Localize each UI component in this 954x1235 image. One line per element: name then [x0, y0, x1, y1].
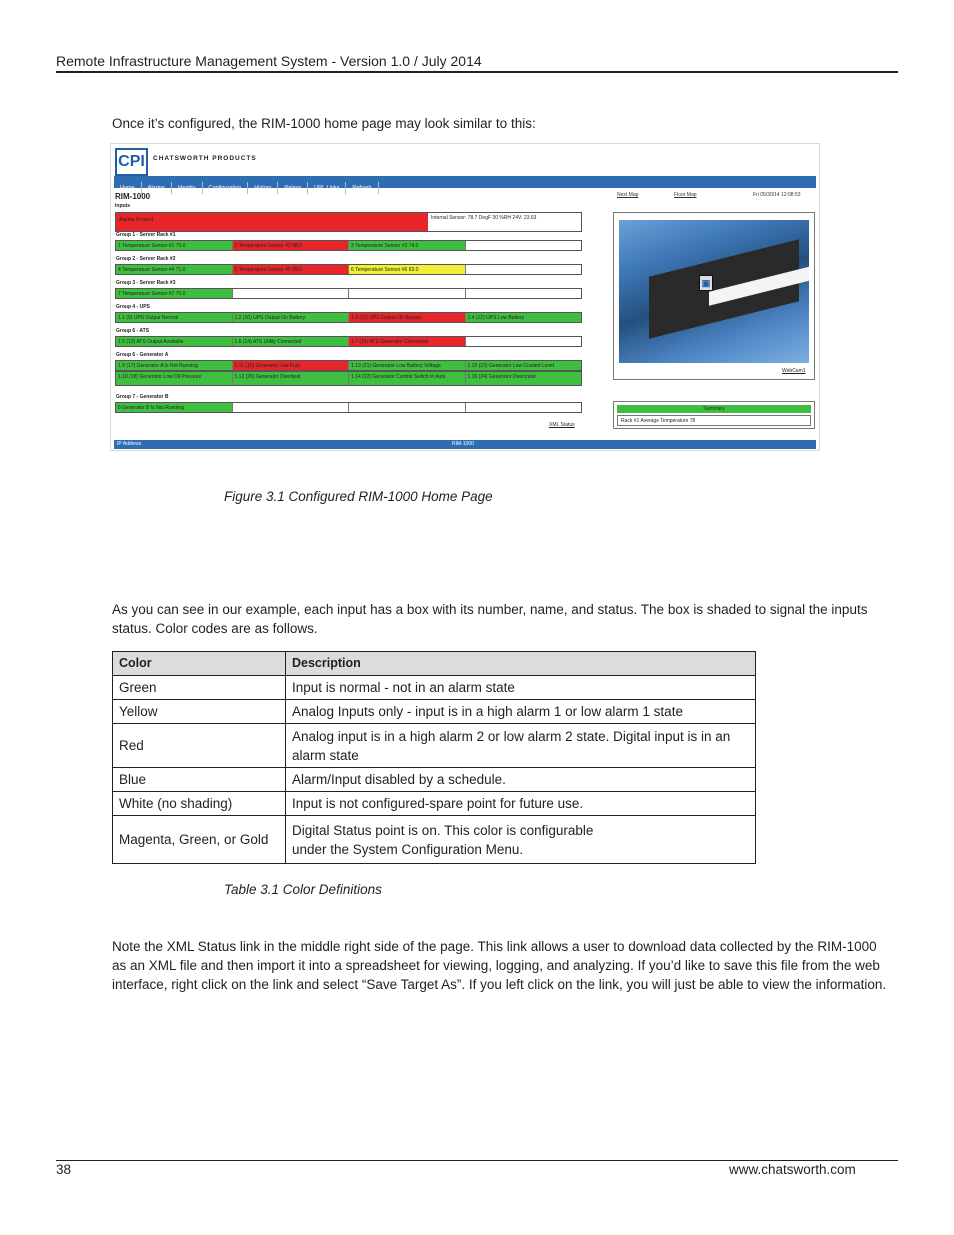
group-label: Group 7 - Generator B [116, 394, 169, 400]
input-cell[interactable] [466, 289, 582, 298]
description-cell: Analog Inputs only - input is in a high alarm 1 or low alarm 1 state [286, 700, 756, 724]
col-header-description: Description [286, 652, 756, 676]
input-cell[interactable]: 1.13 (21) Generator Low Battery Voltage [349, 361, 466, 370]
webcam-image [619, 220, 809, 363]
color-cell: Red [113, 724, 286, 768]
description-cell: Analog input is in a high alarm 2 or low alarm 2 state. Digital input is in an alarm state [286, 724, 756, 768]
input-cell[interactable]: 1.12 (20) Generator Overheat [233, 372, 350, 385]
color-definitions-table [112, 651, 756, 864]
input-cell[interactable]: 1.10 (18) Generator Low Oil Pressure [116, 372, 233, 385]
input-cell[interactable]: 6 Temperature Sensor #6 83.0 [349, 265, 466, 274]
input-cell[interactable] [349, 289, 466, 298]
webcam-link[interactable]: WebCam1 [782, 368, 806, 374]
input-row [115, 360, 582, 371]
input-row [115, 402, 582, 413]
color-cell: Yellow [113, 700, 286, 724]
input-row [115, 240, 582, 251]
next-map-link[interactable]: Next Map [617, 192, 639, 198]
figure-caption: Figure 3.1 Configured RIM-1000 Home Page [224, 489, 493, 504]
pdu-logo-icon: ▣ [699, 275, 713, 291]
inputs-label: Inputs [115, 203, 130, 209]
input-cell[interactable]: 1.15 (23) Generator Low Coolant Level [466, 361, 582, 370]
paragraph-intro-colors: As you can see in our example, each input has a box with its number, name, and status. The box is shaded to signal the inputs status. Color codes are as follows. [112, 602, 868, 636]
nav-item-refresh[interactable]: Refresh [346, 182, 378, 194]
input-cell[interactable]: 4 Temperature Sensor #4 71.0 [116, 265, 233, 274]
group-label: Group 6 - ATS [116, 328, 150, 334]
internal-sensor-readout: Internal Sensor: 78.7 DegF 30 %RH 24V: 23.63 [428, 213, 581, 231]
input-row [115, 264, 582, 275]
nav-item-history[interactable]: History [248, 182, 278, 194]
input-cell[interactable]: 1.11 (19) Generator Low Fuel [233, 361, 350, 370]
table-row [113, 768, 756, 792]
description-cell: Digital Status point is on. This color is configurable under the System Configuration Menu. [286, 816, 756, 864]
floor-map-link[interactable]: Floor Map [674, 192, 697, 198]
nav-item-configuration[interactable]: Configuration [203, 182, 249, 194]
nav-item-alarms[interactable]: Alarms [142, 182, 172, 194]
table-row [113, 676, 756, 700]
color-cell: Magenta, Green, or Gold [113, 816, 286, 864]
xml-status-link[interactable]: XML Status [549, 422, 575, 428]
input-cell[interactable]: 1.3 (11) UPS Output On Bypass [349, 313, 466, 322]
input-cell[interactable]: 1.16 (24) Generator Overcrank [466, 372, 582, 385]
input-row [115, 371, 582, 386]
table-row [113, 724, 756, 768]
description-cell: Alarm/Input disabled by a schedule. [286, 768, 756, 792]
running-header: Remote Infrastructure Management System - Version 1.0 / July 2014 [56, 53, 482, 69]
intro-text: Once it’s configured, the RIM-1000 home page may look similar to this: [112, 116, 536, 131]
input-cell[interactable]: 1.5 (13) ATS Output Available [116, 337, 233, 346]
header-rule [56, 71, 898, 73]
input-row [115, 336, 582, 347]
brand-name: CHATSWORTH PRODUCTS [153, 155, 257, 162]
input-cell[interactable]: 1.6 (14) ATS Utility Connected [233, 337, 350, 346]
input-cell[interactable]: 8 Generator B Is Not Running [116, 403, 233, 412]
ip-address-label: IP Address [117, 441, 142, 447]
input-cell[interactable]: 1.9 (17) Generator A Is Not Running [116, 361, 233, 370]
input-cell[interactable] [233, 289, 350, 298]
input-cell[interactable] [466, 265, 582, 274]
rim-home-screenshot [110, 143, 820, 451]
paragraph-xml-status: Note the XML Status link in the middle right side of the page. This link allows a user to download data collected by the RIM-1000 as an XML file and then import it into a spreadsheet for viewing, logging, and analyzing. If you’d like to save this file from the web interface, right click on the link and select “Save Target As”. If you left click on the link, you will just be able to view the information. [112, 939, 887, 992]
nav-item-identity[interactable]: Identity [172, 182, 203, 194]
page-number: 38 [56, 1162, 72, 1177]
input-cell[interactable] [466, 241, 582, 250]
input-cell[interactable]: 1.7 (15) ATS Generator Connected [349, 337, 466, 346]
summary-header: Summary [617, 405, 811, 413]
group-label: Group 3 - Server Rack #3 [116, 280, 176, 286]
status-bar [114, 440, 816, 449]
input-row [115, 288, 582, 299]
nav-item-url-links[interactable]: URL Links [308, 182, 346, 194]
input-cell[interactable]: 5 Temperature Sensor #5 89.0 [233, 265, 350, 274]
input-cell[interactable]: 3 Temperature Sensor #3 74.0 [349, 241, 466, 250]
input-cell[interactable] [349, 403, 466, 412]
device-name-footer: RIM-1000 [452, 441, 474, 447]
description-cell: Input is not configured-spare point for future use. [286, 792, 756, 816]
color-cell: Green [113, 676, 286, 700]
website: www.chatsworth.com [729, 1162, 856, 1177]
description-cell: Input is normal - not in an alarm state [286, 676, 756, 700]
input-row [115, 312, 582, 323]
input-cell[interactable]: 2 Temperature Sensor #2 88.0 [233, 241, 350, 250]
input-cell[interactable]: 1.4 (12) UPS Low Battery [466, 313, 582, 322]
input-cell[interactable]: 1.2 (10) UPS Output On Battery [233, 313, 350, 322]
group-label: Group 2 - Server Rack #2 [116, 256, 176, 262]
nav-item-home[interactable]: Home [114, 182, 142, 194]
col-header-color: Color [113, 652, 286, 676]
table-row [113, 816, 756, 864]
input-cell[interactable] [466, 337, 582, 346]
timestamp: Fri 05/30/14 12:08:53 [753, 192, 801, 198]
table-row [113, 792, 756, 816]
table-caption: Table 3.1 Color Definitions [224, 882, 382, 897]
color-cell: Blue [113, 768, 286, 792]
webcam-panel [613, 212, 815, 380]
input-cell[interactable]: 7 Temperature Sensor #7 70.0 [116, 289, 233, 298]
cpi-logo: CPI [115, 148, 148, 176]
device-title: RIM-1000 [115, 192, 151, 201]
color-cell: White (no shading) [113, 792, 286, 816]
group-label: Group 1 - Server Rack #1 [116, 232, 176, 238]
nav-item-relays[interactable]: Relays [278, 182, 308, 194]
summary-panel [613, 401, 815, 429]
input-cell[interactable]: 1 Temperature Sensor #1 75.0 [116, 241, 233, 250]
group-label: Group 4 - UPS [116, 304, 150, 310]
input-cell[interactable] [233, 403, 350, 412]
summary-row: Rack #1 Average Temperature 78 [617, 415, 811, 426]
input-cell[interactable]: 1.1 (9) UPS Output Normal [116, 313, 233, 322]
alarm-status: Alarms Present [116, 213, 428, 231]
input-cell[interactable]: 1.14 (22) Generator Control Switch In Auto [349, 372, 466, 385]
table-row [113, 700, 756, 724]
alarm-row [115, 212, 582, 232]
footer-rule [56, 1160, 898, 1161]
input-cell[interactable] [466, 403, 582, 412]
nav-bar [114, 176, 816, 191]
group-label: Group 6 - Generator A [116, 352, 169, 358]
